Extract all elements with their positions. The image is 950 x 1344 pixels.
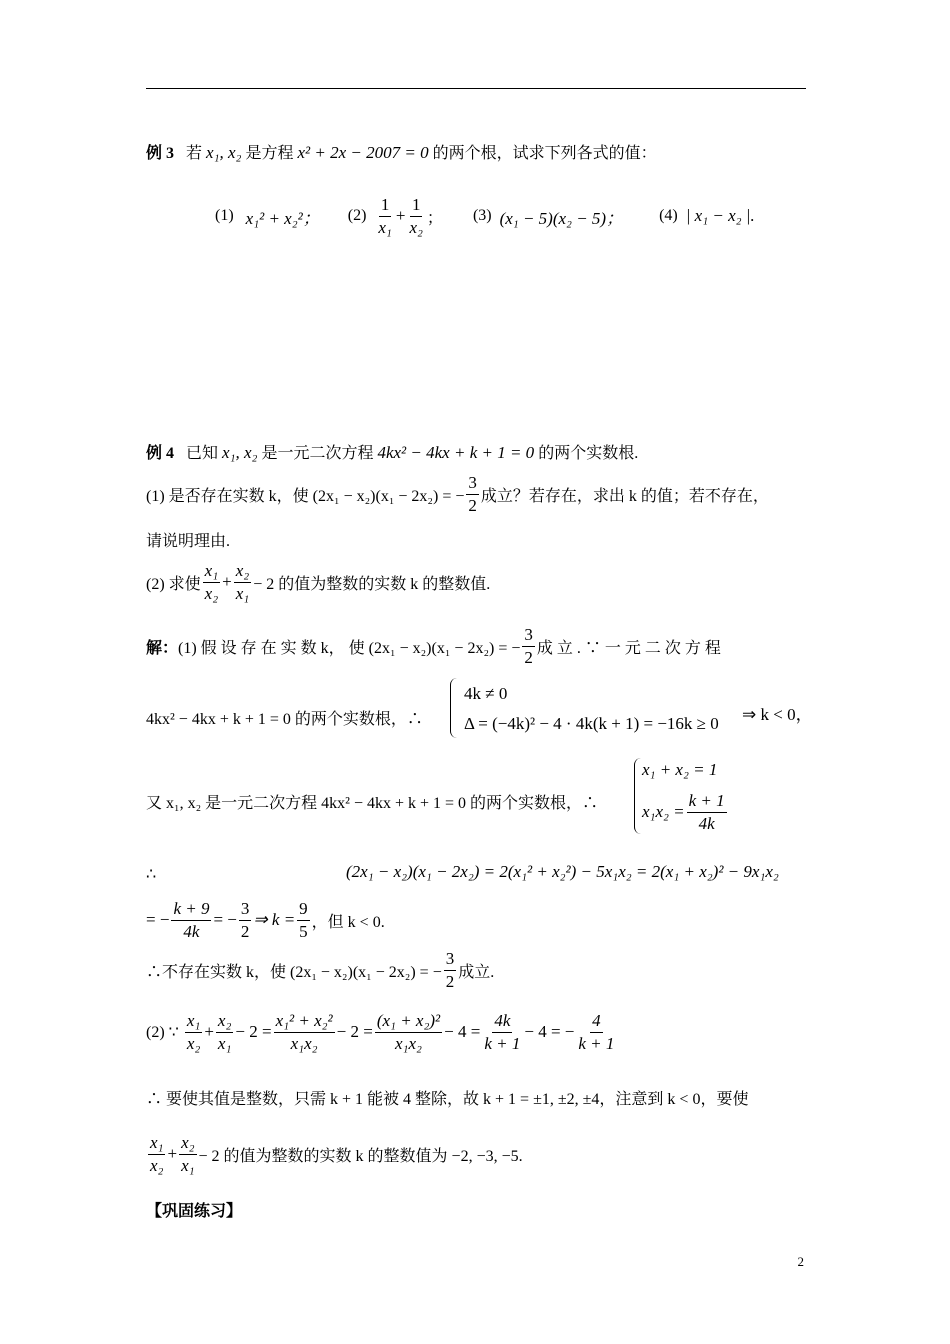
ex4-q2-text-b: − 2 的值为整数的实数 k 的整数值. (253, 575, 491, 593)
fraction-sumsq-over-prod: $\frac{\text{x₁² + x₂²}}{\text{x₁x₂}}$ (275, 1011, 333, 1053)
ex3-text-a: 若 (186, 145, 203, 162)
ex3-equation: x² + 2x − 2007 = 0 (297, 143, 429, 162)
ex4-equation: 4kx² − 4kx + k + 1 = 0 (377, 443, 535, 462)
item-4-label: (4) (659, 207, 678, 225)
fraction-x2-over-x1: $\frac{\text{x₂}}{\text{x₁}}$ (181, 1133, 195, 1175)
example-3-statement (146, 140, 657, 163)
ex3-text-c: 的两个根，试求下列各式的值： (432, 145, 657, 162)
fraction-3-over-2: $\frac{3}{2}$ (524, 625, 533, 667)
fraction-3-over-2: $\frac{3}{2}$ (468, 473, 477, 515)
item-3-label: (3) (472, 207, 492, 225)
solution-line-4a: ∴ (146, 866, 157, 883)
fraction-3-over-2: $\frac{3}{2}$ (445, 949, 455, 991)
system-2-line-2: x₁x₂ = $\frac{k + 1}{4k}$ (642, 791, 725, 833)
fraction-4-over-k1: $\frac{4}{k + 1}$ (578, 1011, 615, 1053)
solution-line-6: ∴不存在实数 k，使 (2x₁ − x₂)(x₁ − 2x₂) = − $\frac{3}{2}$ 成立. (146, 949, 495, 991)
solution-line-7: (2) ∵ $\frac{\text{x₁}}{\text{x₂}}$ + $\frac{\text{x₂}}{\text{x₁}}$ − 2 = $\frac{\text{x₁² + x₂²}}{\text{x₁x₂}}$ − 2 = $\frac{\text{(x₁ + x₂)²}}{\text{x₁x₂}}$ − 4 = $\frac{4k}{k + 1}$ − 4 = − $\frac{4}{k + 1}$ (146, 1011, 615, 1053)
item-4-expr: | x₁ − x₂ |. (685, 206, 755, 226)
solution-line-2a: 4kx² − 4kx + k + 1 = 0 的两个实数根，∴ (146, 711, 423, 728)
item-1-label: (1) (215, 207, 234, 225)
page-number: 2 (797, 1254, 804, 1269)
section-title: 【巩固练习】 (146, 1203, 243, 1220)
ex4-q2-text-a: (2) 求使 (146, 575, 201, 593)
fraction-x2-over-x1: $\frac{\text{x₂}}{\text{x₁}}$ (217, 1011, 232, 1053)
solution-line-8: ∴ 要使其值是整数，只需 k + 1 能被 4 整除，故 k + 1 = ±1, ±2, ±4，注意到 k < 0，要使 (146, 1091, 749, 1108)
ex4-question-1 (146, 474, 769, 515)
fraction-3-over-2: $\frac{3}{2}$ (240, 899, 250, 941)
ex3-text-b: 是方程 (245, 145, 294, 162)
solution-line-9: $\frac{\text{x₁}}{\text{x₂}}$ + $\frac{\text{x₂}}{\text{x₁}}$ − 2 的值为整数的实数 k 的整数值为 −2, −3, −5. (150, 1133, 523, 1175)
solution-line-3: 又 x₁, x₂ 是一元二次方程 4kx² − 4kx + k + 1 = 0 的两个实数根，∴ (146, 795, 599, 812)
solution-label: 解： (146, 639, 179, 657)
solution-line-5: = − $\frac{k + 9}{4k}$ = − $\frac{3}{2}$ ⇒ k = $\frac{9}{5}$ ，但 k < 0. (146, 899, 385, 941)
fraction-9-over-5: $\frac{9}{5}$ (299, 899, 308, 941)
fraction-k1-over-4k: $\frac{k + 1}{4k}$ (688, 791, 725, 833)
example-3-items: (1) x₁² + x₂²； (2) $\frac{1}{\text{x₁}}$ + $\frac{1}{\text{x₂}}$ ； (3) (x₁ − 5)(x₂ − 5)； (4) | x₁ − x₂ |. (215, 195, 755, 237)
fraction-x1-over-x2: $\frac{\text{x₁}}{\text{x₂}}$ (204, 561, 219, 603)
solution-s1-b: 成 立 . ∵ 一 元 二 次 方 程 (536, 639, 721, 657)
system-1-line-2: Δ = (−4k)² − 4 · 4k(k + 1) = −16k ≥ 0 (464, 714, 719, 733)
ex4-text-c: 的两个实数根. (538, 445, 639, 462)
fraction-sqsum-over-prod: $\frac{\text{(x₁ + x₂)²}}{\text{x₁x₂}}$ (376, 1011, 441, 1053)
ex4-text-b: 是一元二次方程 (261, 445, 374, 462)
ex4-q1-text-b: 成立？若存在，求出 k 的值；若不存在， (480, 487, 769, 505)
fraction-4k-over-k1: $\frac{4k}{k + 1}$ (484, 1011, 521, 1053)
fraction-x2-over-x1: $\frac{\text{x₂}}{\text{x₁}}$ (235, 561, 250, 603)
example-4-label: 例 4 (146, 445, 175, 462)
example-4-statement (146, 440, 638, 463)
brace-1 (450, 678, 457, 738)
ex4-vars: x₁, x₂ (222, 443, 258, 462)
ex4-q1-text-a: (1) 是否存在实数 k，使 (2x₁ − x₂)(x₁ − 2x₂) = − (146, 487, 465, 505)
ex4-question-1-cont: 请说明理由. (146, 533, 231, 550)
solution-line-4b: (2x₁ − x₂)(x₁ − 2x₂) = 2(x₁² + x₂²) − 5x₁x₂ = 2(x₁ + x₂)² − 9x₁x₂ (346, 862, 779, 881)
item-1-expr: x₁² + x₂²； (245, 208, 320, 228)
brace-2 (634, 758, 641, 834)
fraction-x1-over-x2: $\frac{\text{x₁}}{\text{x₂}}$ (186, 1011, 201, 1053)
ex3-vars: x₁, x₂ (206, 143, 242, 162)
solution-s1-a: (1) 假 设 存 在 实 数 k， 使 (2x₁ − x₂)(x₁ − 2x₂) = − (178, 639, 521, 657)
example-3-label: 例 3 (146, 145, 175, 162)
header-rule (146, 88, 806, 89)
ex4-question-2: (2) 求使 $\frac{\text{x₁}}{\text{x₂}}$ + $\frac{\text{x₂}}{\text{x₁}}$ − 2 的值为整数的实数 k 的整数值. (146, 561, 491, 603)
solution-line-1 (146, 626, 721, 667)
fraction-1-over-x1: $\frac{1}{\text{x₁}}$ (378, 195, 392, 237)
solution-line-2b: ⇒ k < 0， (742, 705, 813, 724)
fraction-1-over-x2: $\frac{1}{\text{x₂}}$ (409, 195, 423, 237)
item-3-expr: (x₁ − 5)(x₂ − 5)； (499, 208, 624, 228)
ex4-text-a: 已知 (186, 445, 219, 462)
fraction-x1-over-x2: $\frac{\text{x₁}}{\text{x₂}}$ (150, 1133, 164, 1175)
fraction-k9-over-4k: $\frac{k + 9}{4k}$ (173, 899, 210, 941)
system-1-line-1: 4k ≠ 0 (464, 684, 508, 703)
system-2-line-1: x₁ + x₂ = 1 (642, 760, 718, 779)
item-2-label: (2) (347, 207, 367, 225)
